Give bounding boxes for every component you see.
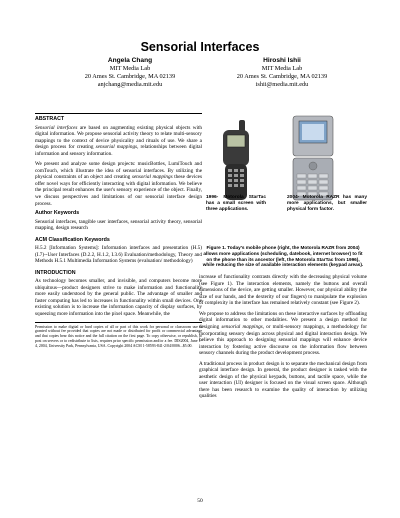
- phones-photo: [209, 112, 357, 205]
- body-paragraph-1: increase of functionality contrasts directly with the decreasing physical volume (see Figure 1). The interaction elements, namely the buttons and overall dimensions of the device, are getting smaller. However, our physical ability (the size of our hands, and the dexterity of our fingers) to manipulate the explosion of complexity in the interface has remained relatively constant (see Figure 2).: [199, 274, 367, 307]
- right-column: [199, 112, 367, 404]
- startac-phone-image: [223, 120, 249, 200]
- figure-label-startac: 1996- Motorola StarTac has a small screen with three applications.: [206, 195, 266, 212]
- abstract-heading: ABSTRACT: [35, 113, 202, 123]
- figure-label-razr: 2004- Motorola RAZR has many more applications, but smaller physical form factor.: [287, 195, 367, 212]
- author-email: ishii@media.mit.edu: [255, 81, 309, 88]
- introduction-text: As technology becomes smaller, and invisible, and computers become more ubiquitous—product designers strive to make information and functionality more easily understood by the general public. The advantage of smaller and faster computing has led to increases in functionality within small devices. One existing solution is to increase the information capacity of display surfaces, by squeezing more information into the pixel space. Meanwhile, the: [35, 278, 202, 318]
- paper-title: Sensorial Interfaces: [140, 40, 260, 54]
- figure-1: [199, 112, 367, 242]
- abstract-paragraph-2: We present and analyze some design projects: musicBottles, LumiTouch and comTouch, which illustrate the idea of sensorial interfaces. By utilizing the physical constraints of an object and creating sensorial mappings these devices offer novel ways for efficiently interacting with digital information. We believe the principal result enhances the user's sensory experience of the object. Finally, we discuss perspectives and limitations of our sensorial interface design process.: [35, 161, 202, 207]
- author-affiliation: MIT Media Lab: [261, 65, 303, 72]
- body-paragraph-3: A traditional process in product design is to separate the mechanical design from graphical interface design. In general, the product designer is tasked with the aesthetic design of the physical keypads, buttons, and tactile space, while the user interaction (UI) designer is focused on the visual screen space. Although there has been research to examine the quality of interaction by utilizing qualities: [199, 360, 367, 400]
- author-address: 20 Ames St. Cambridge, MA 02139: [236, 73, 328, 80]
- author-block-1: [55, 57, 205, 89]
- author-block-2: [207, 57, 357, 89]
- acm-heading: ACM Classification Keywords: [35, 236, 110, 243]
- body-paragraph-2: We propose to address the limitations on these interactive surfaces by offloading digital information to other modalities. We present a design method for designing sensorial mappings, or multi-sensory mappings, a methodology for incorporating sensory design across physical and digital interaction design. We believe this approach to designing sensorial mappings will enhance device interaction by fostering active discourse on the information flow between sensory channels during the product development process.: [199, 310, 367, 357]
- acm-text: H.5.2 [Information Systems]: Information interfaces and presentation (H.5) (I.7)--User Interfaces (D.2.2, H.1.2, I.3.6) Evaluation/methodology, Theory and Methods H.5.1 Multimedia Information Systems (evaluation/ methodology): [35, 245, 202, 265]
- razr-phone-image: [293, 116, 333, 200]
- left-column: [35, 113, 202, 349]
- introduction-heading: INTRODUCTION: [35, 269, 76, 276]
- page-number: 50: [197, 498, 203, 504]
- abstract-paragraph-1: Sensorial interfaces are based on augmenting existing physical objects with digital information. We propose sensorial activity theory to relate multi-sensory mappings to the context of device physicality and rituals of use. We share a design process for creating sensorial mappings, relationships between digital information and sensory information.: [35, 124, 203, 157]
- author-affiliation: MIT Media Lab: [109, 65, 151, 72]
- figure-1-caption: Figure 1. Today's mobile phone (right, the Motorola RAZR from 2004) allows more applications (scheduling, datebook, internet browser) to fit on the phone than its ancestor (left, the Motorola StarTac from 1996), while reducing the size of available interaction elements (keypad areas).: [202, 245, 364, 268]
- copyright-notice: Permission to make digital or hard copies of all or part of this work for personal or classroom use is granted without fee provided that copies are not made or distributed for profit or commercial advantage and that copies bear this notice and the full citation on the first page. To copy otherwise, or republish, to post on servers or to redistribute to lists, requires prior specific permission and/or a fee. DIS2004, June 1-4, 2004, University Park, Pennsylvania, USA. Copyright 2004 ACM 1-58593-841-2/04/0006...$5.00.: [35, 322, 202, 350]
- author-address: 20 Ames St. Cambridge, MA 02139: [84, 73, 176, 80]
- author-name: Angela Chang: [107, 57, 153, 64]
- author-email: anjchang@media.mit.edu: [97, 81, 163, 88]
- keywords-heading: Author Keywords: [35, 210, 80, 217]
- author-name: Hiroshi Ishii: [263, 57, 301, 64]
- keywords-text: Sensorial interfaces, tangible user interfaces, sensorial activity theory, sensorial mapping, design research: [35, 218, 202, 232]
